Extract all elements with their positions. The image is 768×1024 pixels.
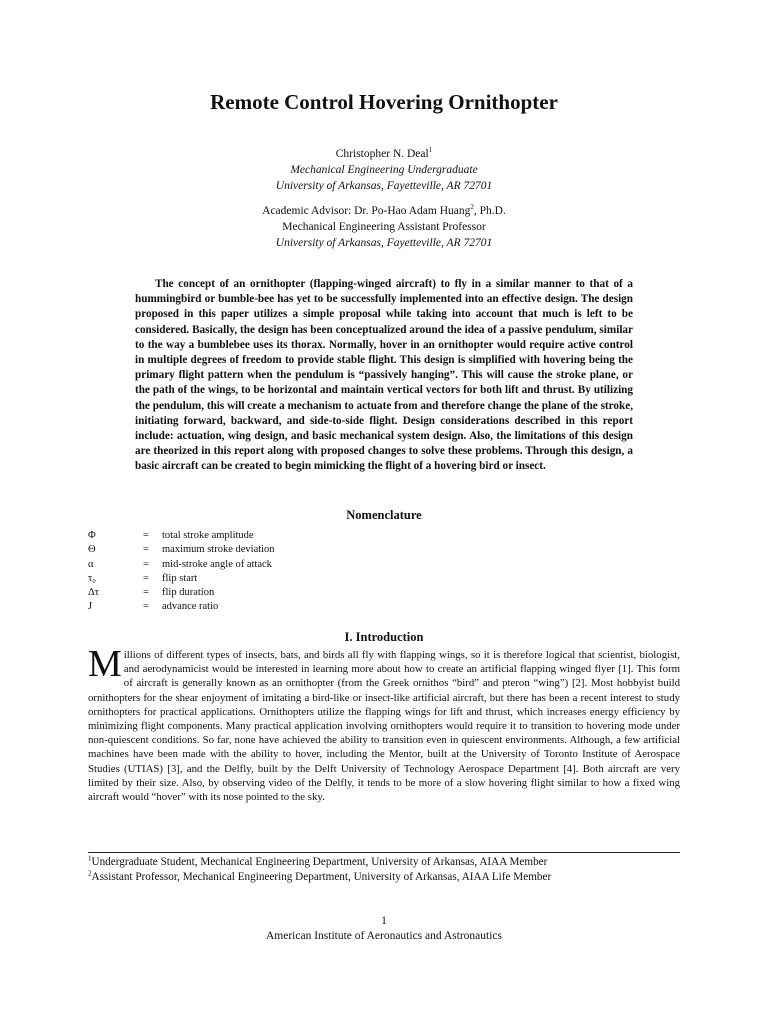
footnote-item (88, 855, 688, 870)
advisor-affiliation: University of Arkansas, Fayetteville, AR 72701 (275, 237, 493, 249)
nomenclature-row (88, 529, 275, 543)
author-name-text: Christopher N. Deal (335, 148, 429, 160)
advisor-name-prefix: Academic Advisor: Dr. Po-Hao Adam Huang (262, 205, 471, 217)
nomenclature-equals: = (143, 601, 149, 613)
footnote-text: Undergraduate Student, Mechanical Engineering Department, University of Arkansas, AIAA Member (91, 856, 548, 868)
nomenclature-row (88, 543, 275, 557)
nomenclature-row (88, 586, 275, 600)
nomenclature-symbol: τ₀ (88, 572, 96, 584)
nomenclature-row (88, 558, 275, 572)
nomenclature-description: maximum stroke deviation (162, 544, 275, 556)
footnote-text: Assistant Professor, Mechanical Engineering Department, University of Arkansas, AIAA Life Member (91, 870, 552, 883)
introduction-text: illions of different types of insects, bats, and birds all fly with flapping wings, so it is therefore logical that scientist, biologist, and aerodynamicist would be interested in learning more about how to create an artificial flapping winged flyer [1]. This form of aircraft is generally known as an ornithopter (from the Greek ornithos “bird” and pteron “wing”) [2]. Most hobbyist build ornithopters for the shear enjoyment of imitating a bird-like or insect-like artificial aircraft, but there has been a recent interest to study ornithopters for practical applications. Ornithopters utilize the flapping wings for lift and thrust, which increases energy efficiency by minimizing flight components. Many practical application involving ornithopters would require it to transition to hovering mode under non-quiescent conditions. So far, none have achieved the ability to transition even in quiescent environments. Although, a few artificial machines have been made with the ability to hover, including the Mentor, built at the University of Toronto Institute of Aerospace Studies (UTIAS) [3], and the Delfly, built by the Delft University of Technology Aerospace Department [4]. Both aircraft are very limited by their size. Also, by observing video of the Delfly, it tends to be more of a slow hovering flight similar to how a fixed wing aircraft would “hover” with its nose pointed to the sky. (88, 649, 680, 804)
author-name (0, 146, 768, 162)
introduction-body (88, 643, 680, 804)
author-affiliation: University of Arkansas, Fayetteville, AR 72701 (275, 180, 493, 192)
page-number: 1 (381, 915, 387, 927)
nomenclature-equals: = (143, 544, 149, 556)
advisor-name (0, 203, 768, 219)
abstract: The concept of an ornithopter (flapping-winged aircraft) to fly in a similar manner to that of a hummingbird or bumble-bee has yet to be successfully implemented into an effective design. The design proposed in this paper utilizes a simple proposal while taking into account that much is left to be considered. Basically, the design has been conceptualized around the idea of a passive pendulum, similar to the way a bumblebee uses its thorax. Normally, hover in an ornithopter would require active control in multiple degrees of freedom to provide stable flight. This design is simplified with hovering being the primary flight pattern when the pendulum is “passively hanging”. This will cause the stroke plane, or the path of the wings, to be horizontal and maintain vertical vectors for both lift and thrust. By utilizing the pendulum, this will create a mechanism to actuate from and therefore change the plane of the stroke, initiating forward, backward, and side-to-side flight. Design considerations described in this report include: actuation, wing design, and basic mechanical system design. Also, the limitations of this design are theorized in this report along with proposed changes to solve these problems. Through this design, a basic aircraft can be created to begin mimicking the flight of a hovering bird or insect. (135, 278, 633, 473)
footnote-mark: 2 (88, 868, 92, 877)
nomenclature-symbol: J (88, 601, 93, 613)
advisor-footnote-mark: 2 (470, 203, 474, 212)
footnote-divider (88, 852, 680, 853)
introduction-heading: I. Introduction (344, 630, 424, 644)
author-footnote-mark: 1 (428, 146, 433, 155)
nomenclature-equals: = (143, 572, 149, 584)
author-role: Mechanical Engineering Undergraduate (290, 164, 478, 176)
page-footer (0, 914, 768, 944)
nomenclature-symbol: Θ (88, 544, 96, 556)
nomenclature-description: mid-stroke angle of attack (162, 558, 272, 570)
footer-organization: American Institute of Aeronautics and Astronautics (265, 930, 502, 942)
nomenclature-description: flip start (162, 572, 198, 584)
footnote-item (88, 870, 688, 885)
footnotes (88, 855, 688, 884)
nomenclature-equals: = (143, 530, 149, 541)
author-primary-block (0, 146, 768, 194)
nomenclature-description: total stroke amplitude (162, 530, 254, 541)
nomenclature-symbol: Δτ (88, 587, 99, 599)
nomenclature-symbol: α (88, 558, 94, 570)
paper-title: Remote Control Hovering Ornithopter (210, 90, 558, 114)
advisor-role: Mechanical Engineering Assistant Professor (282, 221, 486, 233)
advisor-name-suffix: , Ph.D. (473, 205, 506, 217)
nomenclature-description: flip duration (162, 587, 215, 599)
nomenclature-description: advance ratio (162, 601, 219, 613)
nomenclature-symbol: Φ (88, 530, 96, 541)
nomenclature-row (88, 572, 275, 586)
nomenclature-equals: = (143, 558, 149, 570)
nomenclature-row (88, 600, 275, 614)
nomenclature-equals: = (143, 587, 149, 599)
advisor-block (0, 203, 768, 251)
drop-cap: M (88, 643, 122, 685)
footnote-mark: 1 (88, 854, 92, 863)
nomenclature-list (88, 529, 275, 615)
nomenclature-heading: Nomenclature (346, 508, 422, 522)
